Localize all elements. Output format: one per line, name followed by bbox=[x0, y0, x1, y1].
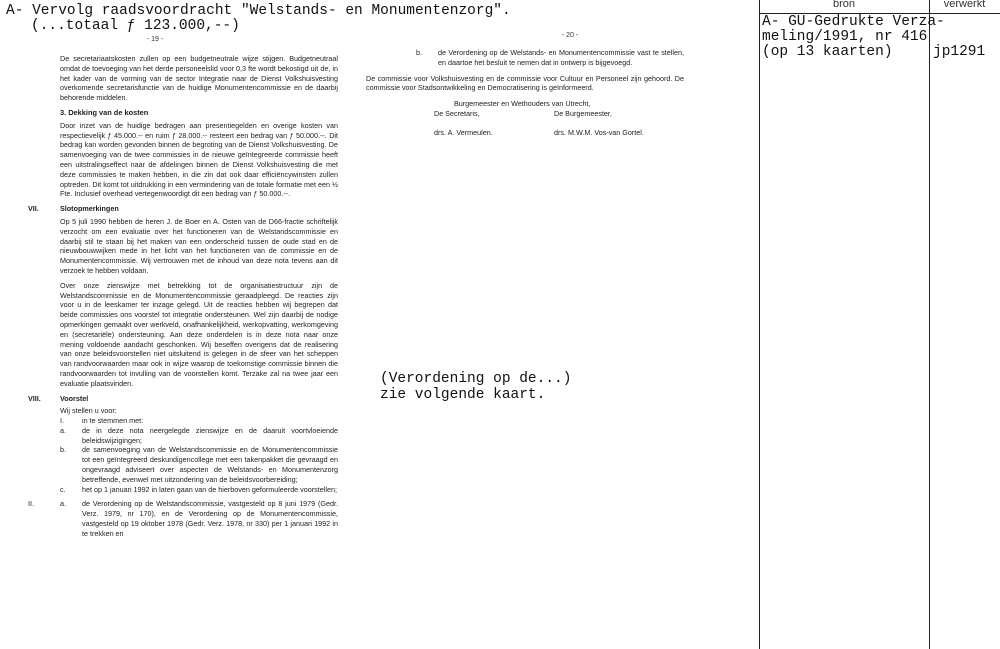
proposal-II-marker: II. bbox=[28, 499, 34, 509]
section-7-paragraph-1: Op 5 juli 1990 hebben de heren J. de Boer en A. Osten van de D66-fractie schriftelijk verzocht om een evaluatie over het functioneren van de Welstandscommissie en daarbij stil te staan bij het maken van een onderscheid tussen de oude stad en de nieuwbouwwijken mede in het licht van het functioneren van de commissie en de Monumentencommissie. Wij vertrouwen met de inhoud van deze nota tevens aan dit verzoek te hebben voldaan. bbox=[60, 216, 338, 275]
column-divider-left bbox=[759, 0, 760, 649]
proposal-II-a-marker: a. bbox=[60, 499, 66, 509]
proposal-I-b-text: de samenvoeging van de Welstandscommissie en de Monumentencommissie tot een geïntegreerd deskundigencollege met een takenpakket die gevraagd en ongevraagd adviseert over aspecten de Welstands- en Monumentenzorg betreffende, evenwel met uitzondering van de beleidsvoorbereiding; bbox=[82, 445, 338, 484]
bron-line2: meling/1991, nr 416 bbox=[762, 29, 928, 45]
bron-line3: (op 13 kaarten) bbox=[762, 44, 893, 60]
section-8-number: VIII. bbox=[28, 393, 41, 403]
card-header-line1: A- Vervolg raadsvoordracht "Welstands- en Monumentenzorg". bbox=[6, 3, 511, 19]
section-3-heading: 3. Dekking van de kosten bbox=[60, 107, 149, 117]
proposal-I-a-marker: a. bbox=[60, 425, 66, 435]
mayor-name: drs. M.W.M. Vos-van Gortel. bbox=[554, 127, 644, 137]
page-19-number: - 19 - bbox=[146, 36, 164, 43]
proposal-I bbox=[60, 416, 338, 426]
secretary-name: drs. A. Vermeulen. bbox=[434, 127, 493, 137]
proposal-I-a bbox=[60, 426, 338, 446]
section-7-heading bbox=[28, 204, 338, 214]
proposal-II-a bbox=[28, 499, 338, 538]
column-header-verwerkt: verwerkt bbox=[943, 0, 986, 10]
proposal-intro: Wij stellen u voor: bbox=[60, 406, 117, 416]
section-8-title: Voorstel bbox=[60, 393, 89, 403]
intro-paragraph: De secretariaatskosten zullen op een budgetneutrale wijze stijgen. Budgetneutraal omdat de toevoeging van het derde personeelslid voor 0,3 fte wordt bekostigd uit de, in het kader van de vorming van de sector Integratie naar de Dienst Volkshuisvesting overkomende secretarisfunctie van de huidige Monumentencommissie en de daarbij behorende middelen. bbox=[60, 54, 338, 103]
signature-names bbox=[366, 128, 684, 138]
continuation-note-line2: zie volgende kaart. bbox=[380, 387, 546, 403]
section-7-title: Slotopmerkingen bbox=[60, 204, 119, 214]
signature-labels bbox=[366, 109, 684, 119]
page-20-number: - 20 - bbox=[561, 32, 579, 39]
section-7-paragraph-2: Over onze zienswijze met betrekking tot de organisatiestructuur zijn de Welstandscommissie en de Monumentencommissie geraadpleegd. De reacties zijn voor u in de leeskamer ter inzage gelegd. Uit de reacties hebben wij begrepen dat beide commissies ons voorstel tot integratie ondersteunen. Wel zijn daarbij de nodige opmerkingen gemaakt over werkveld, onafhankelijkheid, werkopvatting, werkomgeving en (secretariële) ondersteuning. Aan deze onderdelen is in deze nota naar onze mening voldoende aandacht geschonken. Wij beseffen overigens dat de realisering van onze beleidsvoorstellen niet uitsluitend is gelegen in de sfeer van het scheppen van randvoorwaarden maar ook in wijze waarop de toekomstige commissie binnen die randvoorwaarden tot invulling van de voorstellen komt. Terzake zal na twee jaar een evaluatie plaatsvinden. bbox=[60, 280, 338, 388]
proposal-I-b bbox=[60, 445, 338, 484]
page-19-body bbox=[28, 54, 338, 539]
proposal-I-c bbox=[60, 485, 338, 495]
secretary-label: De Secretaris, bbox=[434, 108, 480, 118]
page-20-item-b-marker: b. bbox=[416, 48, 422, 57]
verwerkt-entry: jp1291 bbox=[933, 44, 986, 60]
proposal-I-marker: I. bbox=[60, 416, 64, 426]
section-8-heading bbox=[28, 394, 338, 404]
page-20-item-b bbox=[416, 48, 684, 68]
column-header-bron: bron bbox=[832, 0, 856, 10]
page-20-body bbox=[366, 48, 684, 138]
proposal-I-c-marker: c. bbox=[60, 484, 66, 494]
card-header-line2: (...totaal ƒ 123.000,--) bbox=[31, 18, 240, 34]
proposal-II-a-text: de Verordening op de Welstandscommissie, vastgesteld op 8 juni 1979 (Gedr. Verz. 1979, nr 170), en de Verordening op de Monumentencommissie, vastgesteld op 19 oktober 1978 (Gedr. Verz. 1978, nr 330) per 1 januari 1992 in te trekken en bbox=[82, 499, 338, 538]
mayor-label: De Burgemeester, bbox=[554, 108, 612, 118]
proposal-I-c-text: het op 1 januari 1992 in laten gaan van de hierboven geformuleerde voorstellen; bbox=[82, 484, 337, 494]
signature-title: Burgemeester en Wethouders van Utrecht, bbox=[454, 99, 591, 109]
section-3-text: Door inzet van de huidige bedragen aan presentiegelden en overige kosten van respectievelijk ƒ 45.000.-- en ruim ƒ 28.000.-- resteert een bedrag van ƒ 50.000.--. Dit bedrag kan worden gevonden binnen de begroting van de Dienst Volkshuisvesting. De samenvoeging van de twee commissies in de nieuwe geïntegreerde commissie heeft een uitstralingseffect naar de afdelingen binnen de Dienst Volkshuisvesting die met deze commissies te maken hebben, in die zin dat ook daar efficiëncywinsten zullen optreden. Dit komt tot uitdrukking in een vermindering van de totale formatie met een ½ Fte. Inclusief overhead vertegenwoordigt dit een bedrag van ƒ 50.000.--. bbox=[60, 120, 338, 199]
proposal-I-text: in te stemmen met: bbox=[82, 416, 144, 426]
page-20-item-b-text: de Verordening op de Welstands- en Monumentencommissie vast te stellen, en daartoe het besluit te nemen dat in ontwerp is bijgevoegd. bbox=[438, 48, 684, 67]
section-7-number: VII. bbox=[28, 204, 39, 214]
proposal-I-a-text: de in deze nota neergelegde zienswijze en de daaruit voortvloeiende beleidswijzigingen; bbox=[82, 425, 338, 445]
page-20-committee-paragraph: De commissie voor Volkshuisvesting en de commissie voor Cultuur en Personeel zijn gehoord. De commissie voor Stadsontwikkeling en Democratisering is geïnformeerd. bbox=[366, 73, 684, 93]
proposal-I-b-marker: b. bbox=[60, 445, 66, 455]
bron-line1: A- GU-Gedrukte Verza- bbox=[762, 14, 945, 30]
continuation-note-line1: (Verordening op de...) bbox=[380, 371, 572, 387]
column-divider-middle bbox=[929, 0, 930, 649]
